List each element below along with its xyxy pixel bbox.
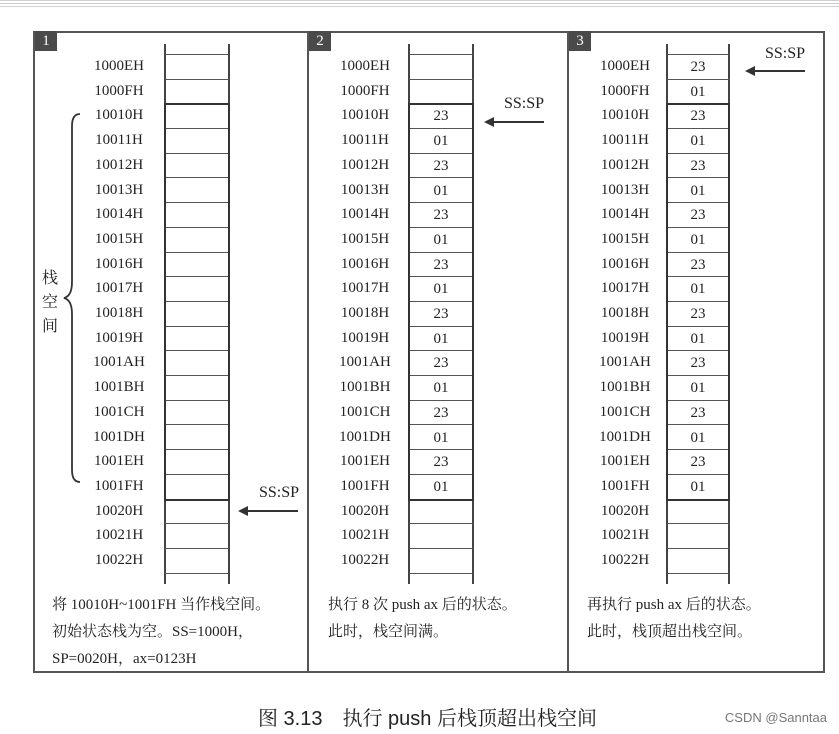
- panel-2-address: 10016H: [340, 255, 390, 272]
- panel-3-address: 1001AH: [599, 354, 651, 371]
- panel-3-memory-cell: [667, 500, 729, 525]
- panel-2-memory-cell: 23: [409, 351, 473, 376]
- panel-3-address: 10022H: [600, 552, 650, 568]
- panel-2-address: 1001DH: [339, 428, 391, 445]
- panel-2-memory-cell: 01: [409, 179, 473, 204]
- panel-3-memory-cell: 01: [667, 475, 729, 500]
- panel-3-pointer-arrow-icon: [753, 70, 805, 72]
- panel-3-address: 1000FH: [600, 82, 650, 99]
- panel-2-top-cell: [409, 44, 473, 55]
- panel-3-address: 1001CH: [599, 403, 651, 420]
- panel-1-address: 1000FH: [94, 82, 144, 99]
- panel-3-memory-cell: [667, 549, 729, 574]
- panel-1-caption-line-1: 将 10010H~1001FH 当作栈空间。: [52, 597, 271, 613]
- panel-3-stack-space-box: [666, 103, 730, 500]
- panel-2-memory-cell: 23: [409, 104, 473, 129]
- panel-3-address: 10014H: [600, 206, 650, 223]
- panel-2-address: 10011H: [341, 132, 389, 149]
- panel-1-address: 1001CH: [93, 403, 145, 420]
- panel-2-memory-cell: 01: [409, 376, 473, 401]
- panel-2-memory-cell: 23: [409, 203, 473, 228]
- panel-1-address: 10017H: [94, 280, 144, 297]
- panel-2-memory-cell: 23: [409, 302, 473, 327]
- panel-3-address: 10018H: [600, 305, 650, 321]
- panel-1-sssp-label: SS:SP: [259, 484, 300, 501]
- panel-3-caption-line-2: 此时，栈顶超出栈空间。: [587, 624, 753, 640]
- panel-3-top-cell: [667, 44, 729, 55]
- panel-2-address: 10014H: [340, 206, 390, 223]
- panel-3-memory-cell: 23: [667, 154, 729, 179]
- panel-1-address: 1001FH: [94, 477, 144, 494]
- panel-1-address: 10022H: [94, 552, 144, 568]
- panel-2-memory-cell: 01: [409, 277, 473, 302]
- panel-1-pointer-arrow-icon: [246, 510, 298, 512]
- panel-3-address: 10020H: [600, 502, 650, 519]
- top-rule: [0, 0, 839, 9]
- panel-3-address: 10016H: [600, 255, 650, 272]
- panel-3-address: 1000EH: [600, 58, 650, 74]
- panel-3-address: 10015H: [600, 230, 650, 247]
- panel-2-memory-cell: 23: [409, 450, 473, 475]
- brace-label-char-1: 栈: [42, 270, 59, 287]
- panel-1-top-cell: [165, 44, 229, 55]
- panel-3-address: 10019H: [600, 329, 650, 346]
- panel-2-caption-line-1: 执行 8 次 push ax 后的状态。: [328, 597, 517, 613]
- panel-2-address: 1001BH: [339, 379, 391, 396]
- panel-2-pointer-arrow-icon: [492, 121, 544, 123]
- panel-1-address: 10016H: [94, 255, 144, 272]
- panel-3-memory-cell: 01: [667, 228, 729, 253]
- panel-2-address: 10013H: [340, 181, 390, 198]
- panel-2-address: 1001FH: [340, 477, 390, 494]
- panel-1-stack-space-box: [164, 103, 230, 500]
- brace-label-char-3: 间: [42, 318, 59, 335]
- panel-2-address: 1000FH: [340, 82, 390, 99]
- panel-3-memory-cell: 01: [667, 179, 729, 204]
- panel-2-address: 10019H: [340, 329, 390, 346]
- panel-3-memory-cell: 23: [667, 401, 729, 426]
- panel-3-address: 1001EH: [600, 453, 650, 470]
- panel-3-address: 10021H: [600, 527, 650, 544]
- panel-3-caption: [587, 592, 761, 646]
- panel-1-memory-cell: [165, 500, 229, 525]
- panel-1-address: 10013H: [94, 181, 144, 198]
- panel-2-memory-cell: 01: [409, 327, 473, 352]
- panel-1-address: 10020H: [94, 502, 144, 519]
- panel-3-memory-cell: 01: [667, 80, 729, 105]
- panel-1-number: 1: [35, 31, 57, 51]
- panel-3-address: 10017H: [600, 280, 650, 297]
- panel-3-memory-cell: 23: [667, 351, 729, 376]
- panel-1-address: 10011H: [95, 132, 143, 149]
- panel-3-number: 3: [569, 31, 591, 51]
- panel-3-address: 1001FH: [600, 477, 650, 494]
- panel-3-caption-line-1: 再执行 push ax 后的状态。: [587, 597, 761, 613]
- panel-2-memory-cell: [409, 80, 473, 105]
- panel-3-address: 10010H: [600, 107, 650, 124]
- panel-1-address: 10010H: [94, 107, 144, 124]
- panel-2-caption: [328, 592, 517, 646]
- panel-1-bottom-cell: [165, 574, 229, 586]
- panel-2-memory-cell: [409, 500, 473, 525]
- panel-3-address: 10012H: [600, 156, 650, 173]
- panel-1-address: 10012H: [94, 156, 144, 173]
- panel-3-memory-cell: 23: [667, 450, 729, 475]
- panel-1-address: 1000EH: [94, 58, 144, 74]
- panel-1-address: 10021H: [94, 527, 144, 544]
- panel-1-memory-cell: [165, 549, 229, 574]
- panel-3-memory-cell: 23: [667, 253, 729, 278]
- panel-2-memory-cell: 01: [409, 129, 473, 154]
- panel-3-address: 10011H: [601, 132, 649, 149]
- panel-2-memory-cell: 23: [409, 253, 473, 278]
- panel-2-address: 10018H: [340, 305, 390, 321]
- panel-3-memory-cell: [667, 524, 729, 549]
- panel-3-address: 1001DH: [599, 428, 651, 445]
- panel-1-address: 10015H: [94, 230, 144, 247]
- figure-title: 图 3.13 执行 push 后栈顶超出栈空间: [258, 708, 597, 730]
- panel-2-address: 10012H: [340, 156, 390, 173]
- panel-2-number: 2: [309, 31, 331, 51]
- panel-1-memory-cell: [165, 80, 229, 105]
- panel-2-memory-cell: 01: [409, 426, 473, 451]
- panel-2-memory-cell: 23: [409, 401, 473, 426]
- panel-2-bottom-cell: [409, 574, 473, 586]
- panel-1-memory-cell: [165, 55, 229, 80]
- panel-2-address: 10015H: [340, 230, 390, 247]
- watermark: CSDN @Sanntaa: [724, 710, 827, 725]
- panel-1-address: 1001DH: [93, 428, 145, 445]
- panel-3-memory-cell: 01: [667, 376, 729, 401]
- panel-3-address: 10013H: [600, 181, 650, 198]
- panel-1-address: 10019H: [94, 329, 144, 346]
- panel-2-address: 1001CH: [339, 403, 391, 420]
- panel-1-address: 1001BH: [93, 379, 145, 396]
- panel-2-address: 10020H: [340, 502, 390, 519]
- panel-1-caption-line-3: SP=0020H，ax=0123H: [52, 651, 197, 667]
- panel-2-address: 1000EH: [340, 58, 390, 74]
- panel-2-address: 10022H: [340, 552, 390, 568]
- panel-3-memory-cell: 23: [667, 302, 729, 327]
- panel-3-bottom-cell: [667, 574, 729, 586]
- brace-label-char-2: 空: [42, 294, 59, 311]
- panel-2-memory-cell: 23: [409, 154, 473, 179]
- panel-3-memory-cell: 01: [667, 426, 729, 451]
- panel-1-address: 1001EH: [94, 453, 144, 470]
- panel-1-memory-cell: [165, 524, 229, 549]
- panel-1-address: 10014H: [94, 206, 144, 223]
- panel-3-address: 1001BH: [599, 379, 651, 396]
- panel-3-memory-cell: 01: [667, 129, 729, 154]
- panel-1-address: 1001AH: [93, 354, 145, 371]
- panel-2-memory-cell: 01: [409, 475, 473, 500]
- panel-2-memory-cell: [409, 55, 473, 80]
- panel-1-address: 10018H: [94, 305, 144, 321]
- panel-2-address: 10021H: [340, 527, 390, 544]
- panel-2-sssp-label: SS:SP: [504, 95, 545, 112]
- panel-2-address: 10017H: [340, 280, 390, 297]
- panel-3-memory-cell: 01: [667, 277, 729, 302]
- panel-2-memory-cell: 01: [409, 228, 473, 253]
- panel-2-memory-cell: [409, 524, 473, 549]
- panel-2-address: 1001EH: [340, 453, 390, 470]
- panel-2-address: 1001AH: [339, 354, 391, 371]
- panel-3-sssp-label: SS:SP: [765, 45, 806, 62]
- panel-2-caption-line-2: 此时，栈空间满。: [328, 624, 449, 640]
- panel-3-memory-cell: 01: [667, 327, 729, 352]
- panel-2-address: 10010H: [340, 107, 390, 124]
- panel-1-caption-line-2: 初始状态栈为空。SS=1000H，: [52, 624, 253, 640]
- panel-3-memory-cell: 23: [667, 203, 729, 228]
- panel-2-memory-cell: [409, 549, 473, 574]
- panel-2-stack-space-box: [408, 103, 474, 500]
- panel-3-memory-cell: 23: [667, 55, 729, 80]
- panel-3-memory-cell: 23: [667, 104, 729, 129]
- panel-1-caption: [52, 592, 270, 673]
- stack-space-label: [42, 267, 58, 339]
